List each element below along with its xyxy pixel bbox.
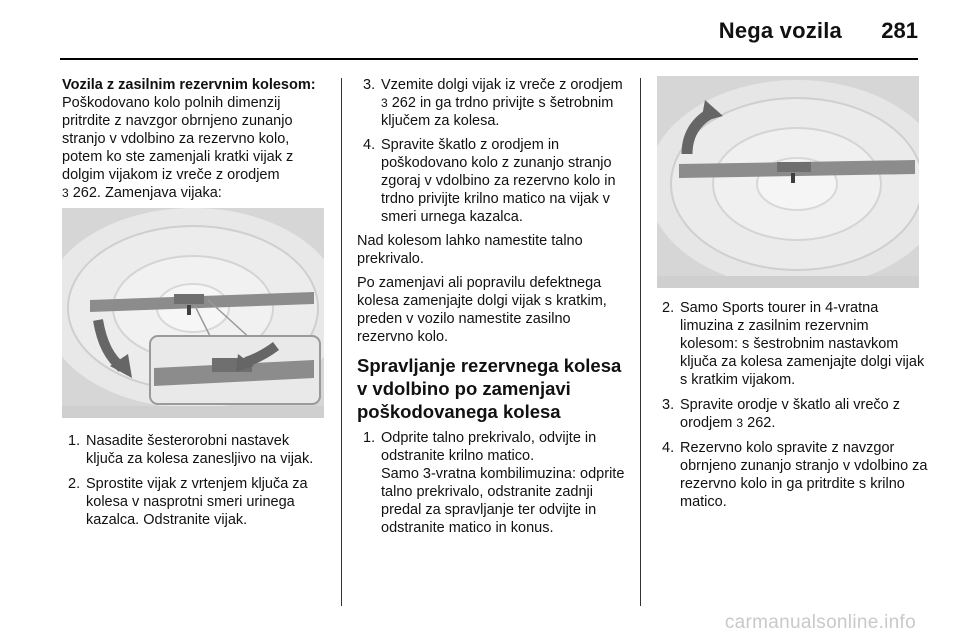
list-item [357, 136, 627, 226]
column-1 [62, 76, 328, 536]
step-text: Odprite talno prekrivalo, odvijte in odstranite krilno matico. [381, 430, 597, 464]
col2-para-1: Nad kolesom lahko namestite talno prekrivalo. [357, 233, 583, 267]
list-item [62, 432, 328, 468]
watermark: carmanualsonline.info [724, 612, 916, 633]
step-number: 2. [68, 476, 81, 492]
col1-intro-text: Poškodovano kolo polnih dimenzij pritrdite z navzgor obrnjeno zunanjo stranjo v vdolbino za rezervno kolo, potem ko ste zamenjali kratki vijak z dolgim vijakom iz vreče z orodjem [62, 95, 294, 183]
step-number: 4. [662, 440, 675, 456]
col1-heading: Vozila z zasilnim rezervnim kolesom: [62, 77, 316, 93]
list-item [357, 76, 627, 130]
col3-steps [656, 299, 928, 511]
reference-arrow-icon: 3 [62, 186, 69, 200]
step-text-a: Vzemite dolgi vijak iz vreče z orodjem [381, 77, 623, 93]
step-subtext: Samo 3-vratna kombilimuzina: odprite talno prekrivalo, odstranite zadnji predal za spravljanje ter odvijte in odstranite matico in konus. [381, 466, 625, 536]
step-text-b: 262. [747, 415, 776, 431]
wheel-cover-diagram-icon [657, 76, 919, 288]
col2-section-steps [357, 429, 627, 537]
list-item [656, 396, 928, 432]
wheel-bolt-diagram-icon [62, 208, 324, 418]
list-item [62, 475, 328, 529]
step-text: Spravite škatlo z orodjem in poškodovano kolo z zunanjo stranjo zgoraj v vdolbino za rezervno kolo in trdno privijte krilno matico na vijak v smeri urnega kazalca. [381, 137, 616, 225]
reference-arrow-icon: 3 [736, 416, 744, 430]
list-item [656, 439, 928, 511]
step-number: 2. [662, 300, 675, 316]
step-number: 1. [363, 430, 376, 446]
header-rule [60, 58, 918, 60]
column-divider-2 [640, 78, 641, 606]
list-item [357, 429, 627, 537]
list-item [656, 299, 928, 389]
column-3 [656, 299, 928, 518]
page-header [0, 0, 960, 60]
step-number: 1. [68, 433, 81, 449]
spare-wheel-illustration-1 [62, 208, 324, 418]
col1-intro-ref: 262. Zamenjava vijaka: [72, 185, 222, 201]
section-title: Spravljanje rezervnega kolesa v vdolbino po zamenjavi poškodovanega kolesa [357, 355, 622, 422]
reference-arrow-icon: 3 [381, 96, 388, 110]
spare-wheel-illustration-2 [657, 76, 919, 288]
col2-para-2: Po zamenjavi ali popravilu defektnega kolesa zamenjajte dolgi vijak s kratkim, preden v vozilo namestite zasilno rezervno kolo. [357, 275, 607, 345]
step-number: 4. [363, 137, 376, 153]
page-title: Nega vozila [718, 18, 842, 43]
col1-intro [62, 94, 328, 202]
step-text: Samo Sports tourer in 4-vratna limuzina z zasilnim rezervnim kolesom: s šestrobnim nastavkom ključa za kolesa zamenjajte dolgi vijak s kratkim vijakom. [680, 300, 925, 388]
col2-steps [357, 76, 627, 226]
step-text-a: Spravite orodje v škatlo ali vrečo z orodjem [680, 397, 901, 431]
step-text: Rezervno kolo spravite z navzgor obrnjeno zunanjo stranjo v vdolbino za rezervno kolo in ga pritrdite s krilno matico. [680, 440, 928, 510]
page-number: 281 [881, 18, 918, 43]
step-text: Sprostite vijak z vrtenjem ključa za kolesa v nasprotni smeri urinega kazalca. Odstranite vijak. [86, 476, 308, 528]
step-text-b: 262 in ga trdno privijte s šetrobnim ključem za kolesa. [381, 95, 614, 129]
step-number: 3. [662, 397, 675, 413]
step-number: 3. [363, 77, 376, 93]
step-text: Nasadite šesterorobni nastavek ključa za kolesa zanesljivo na vijak. [86, 433, 314, 467]
column-divider-1 [341, 78, 342, 606]
col1-steps [62, 432, 328, 529]
column-2 [357, 76, 627, 543]
